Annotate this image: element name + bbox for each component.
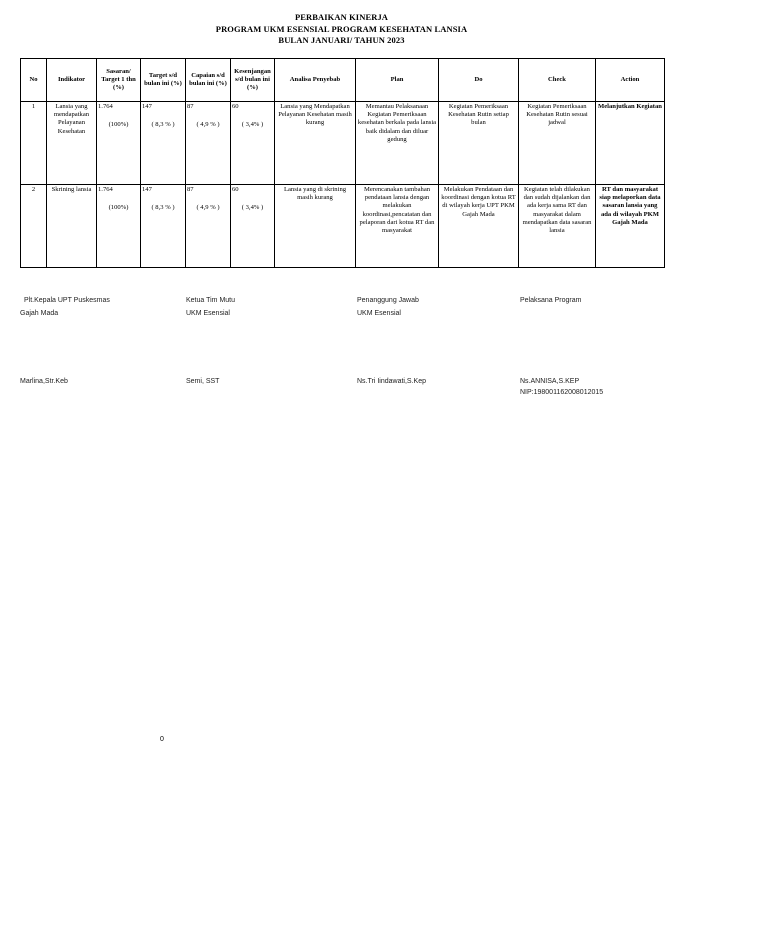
sig-pelaksana-title: Pelaksana Program	[520, 297, 582, 304]
table-row	[21, 102, 665, 185]
cell-analisa: Lansia yang di skrining masih kurang	[275, 185, 356, 268]
col-plan: Plan	[356, 59, 439, 102]
sig-pj-title-1: Penanggung Jawab	[357, 297, 419, 304]
cell-sasaran	[97, 185, 141, 268]
cell-plan: Merencanakan tambahan pendataan lansia dengan melakukan koordinasi,pencatatan dan pelaporan dari kotua RT dan masyarakat	[356, 185, 439, 268]
col-check: Check	[519, 59, 596, 102]
capaian-percent: ( 4,9 % )	[196, 121, 220, 129]
target-value: 147	[142, 186, 152, 193]
sasaran-percent: (100%)	[108, 204, 129, 212]
sig-kepala-title-2: Gajah Mada	[20, 310, 59, 317]
cell-no: 1	[21, 102, 47, 185]
doc-title-line-3: BULAN JANUARI/ TAHUN 2023	[278, 35, 405, 45]
kesenjangan-value: 60	[232, 103, 239, 110]
table-row	[21, 185, 665, 268]
col-do: Do	[439, 59, 519, 102]
sig-kepala-name: Marlina,Str.Keb	[20, 378, 68, 385]
kesenjangan-percent: ( 3,4% )	[241, 121, 264, 129]
cell-do: Melakukan Pendataan dan koordinasi dengan kotua RT di wilayah kerja UPT PKM Gajah Mada	[439, 185, 519, 268]
cell-check: Kegiatan telah dilakukan dan sudah dijalankan dan ada kerja sama RT dan masyarakat dalam mendapatkan data sasaran lansia	[519, 185, 596, 268]
cell-action: RT dan masyarakat siap melaporkan data sasaran lansia yang ada di wilayah PKM Gajah Mada	[596, 185, 665, 268]
target-percent: ( 8,3 % )	[151, 204, 175, 212]
col-analisa: Analisa Penyebab	[275, 59, 356, 102]
cell-capaian	[186, 102, 231, 185]
cell-kesenjangan	[231, 185, 275, 268]
capaian-value: 87	[187, 103, 194, 110]
cell-sasaran	[97, 102, 141, 185]
sig-pj-name: Ns.Tri Iindawati,S.Kep	[357, 378, 426, 385]
doc-title-line-2: PROGRAM UKM ESENSIAL PROGRAM KESEHATAN LANSIA	[215, 24, 468, 34]
capaian-percent: ( 4,9 % )	[196, 204, 220, 212]
col-indikator: Indikator	[47, 59, 97, 102]
cell-do: Kegiatan Pemeriksaan Kesehatan Rutin setiap bulan	[439, 102, 519, 185]
sig-pelaksana-name: Ns.ANNISA,S.KEP	[520, 378, 580, 385]
col-target: Target s/d bulan ini (%)	[141, 59, 186, 102]
sig-mutu-title-1: Ketua Tim Mutu	[186, 297, 236, 304]
sig-mutu-title-2: UKM Esensial	[186, 310, 230, 317]
cell-target	[141, 102, 186, 185]
sasaran-value: 1.764	[98, 186, 113, 193]
sasaran-value: 1.764	[98, 103, 113, 110]
cell-capaian	[186, 185, 231, 268]
table-header-row	[21, 59, 665, 102]
cell-action: Melanjutkan Kegiatan	[596, 102, 665, 185]
cell-no: 2	[21, 185, 47, 268]
target-percent: ( 8,3 % )	[151, 121, 175, 129]
col-no: No	[21, 59, 47, 102]
col-sasaran: Sasaran/ Target 1 thn (%)	[97, 59, 141, 102]
cell-analisa: Lansia yang Mendapatkan Pelayanan Kesehatan masih kurang	[275, 102, 356, 185]
sig-pj-title-2: UKM Esensial	[357, 310, 401, 317]
cell-kesenjangan	[231, 102, 275, 185]
cell-check: Kegiatan Pemeriksaan Kesehatan Rutin sesuai jadwal	[519, 102, 596, 185]
col-action: Action	[596, 59, 665, 102]
cell-indikator: Lansia yang mendapatkan Pelayanan Kesehatan	[47, 102, 97, 185]
doc-title-line-1: PERBAIKAN KINERJA	[294, 12, 389, 22]
cell-plan: Memantau Pelaksanaan Kegiatan Pemeriksaan kesehatan berkala pada lansia baik didalam dan diluar gedung	[356, 102, 439, 185]
sig-pelaksana-nip: NIP:198001162008012015	[520, 389, 604, 396]
sasaran-percent: (100%)	[108, 121, 129, 129]
kesenjangan-percent: ( 3,4% )	[241, 204, 264, 212]
cell-indikator: Skrining lansia	[47, 185, 97, 268]
cell-target	[141, 185, 186, 268]
capaian-value: 87	[187, 186, 194, 193]
stray-mark: 0	[160, 736, 164, 743]
sig-kepala-title-1: Plt.Kepala UPT Puskesmas	[24, 297, 110, 304]
target-value: 147	[142, 103, 152, 110]
sig-mutu-name: Semi, SST	[186, 378, 220, 385]
col-kesenjangan: Kesenjangan s/d bulan ini (%)	[231, 59, 275, 102]
col-capaian: Capaian s/d bulan ini (%)	[186, 59, 231, 102]
kesenjangan-value: 60	[232, 186, 239, 193]
performance-table	[20, 58, 665, 268]
